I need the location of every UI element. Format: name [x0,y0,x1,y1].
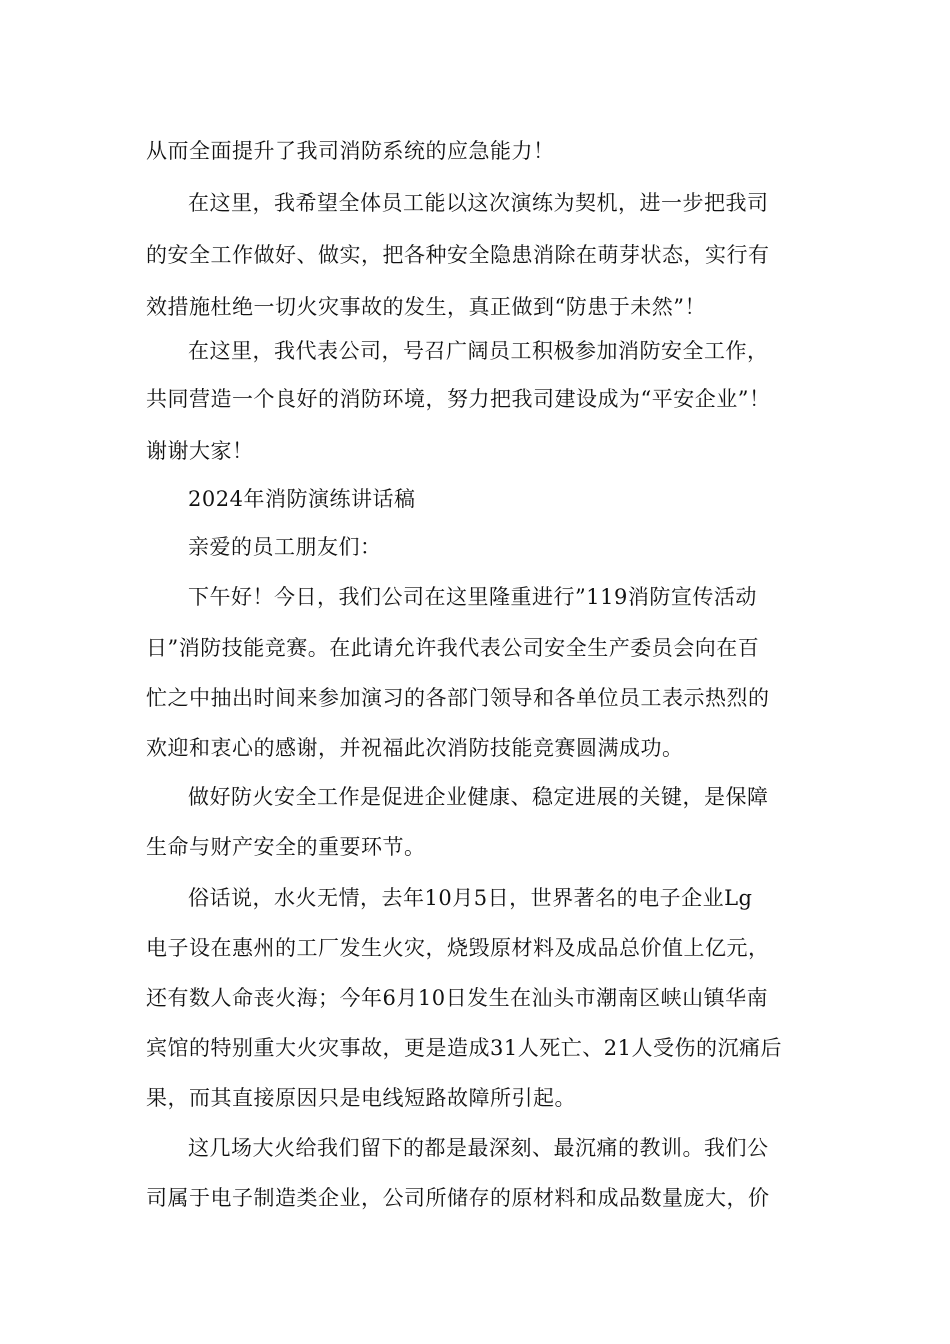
text-line: 司属于电子制造类企业，公司所储存的原材料和成品数量庞大，价 [146,1186,770,1210]
text-line: 共同营造一个良好的消防环境，努力把我司建设成为“平安企业”！ [146,387,771,411]
text-line: 电子设在惠州的工厂发生火灾，烧毁原材料及成品总价值上亿元， [146,936,770,960]
text-line: 从而全面提升了我司消防系统的应急能力！ [146,139,555,163]
paragraph-first-line: 在这里，我希望全体员工能以这次演练为契机，进一步把我司 [188,191,769,215]
text-line: 忙之中抽出时间来参加演习的各部门领导和各单位员工表示热烈的 [146,686,770,710]
text-line: 的安全工作做好、做实，把各种安全隐患消除在萌芽状态，实行有 [146,243,770,267]
text-line: 欢迎和衷心的感谢，并祝福此次消防技能竞赛圆满成功。 [146,736,684,760]
text-line: 生命与财产安全的重要环节。 [146,835,426,859]
paragraph-first-line: 俗话说，水火无情，去年10月5日，世界著名的电子企业Lg [188,886,753,910]
text-line: 日”消防技能竞赛。在此请允许我代表公司安全生产委员会向在百 [146,636,760,660]
paragraph-first-line: 做好防火安全工作是促进企业健康、稳定进展的关键，是保障 [188,785,769,809]
paragraph-first-line: 这几场大火给我们留下的都是最深刻、最沉痛的教训。我们公 [188,1136,769,1160]
text-line: 果，而其直接原因只是电线短路故障所引起。 [146,1086,576,1110]
paragraph-first-line: 在这里，我代表公司，号召广阔员工积极参加消防安全工作， [188,339,769,363]
salutation: 亲爱的员工朋友们： [188,535,382,559]
paragraph-first-line: 下午好！今日，我们公司在这里隆重进行”119消防宣传活动 [188,585,757,609]
text-line: 效措施杜绝一切火灾事故的发生，真正做到“防患于未然”！ [146,295,706,319]
text-line: 宾馆的特别重大火灾事故，更是造成31人死亡、21人受伤的沉痛后 [146,1036,782,1060]
section-title: 2024年消防演练讲话稿 [188,487,416,511]
text-line: 还有数人命丧火海；今年6月10日发生在汕头市潮南区峡山镇华南 [146,986,769,1010]
text-line: 谢谢大家！ [146,439,254,463]
